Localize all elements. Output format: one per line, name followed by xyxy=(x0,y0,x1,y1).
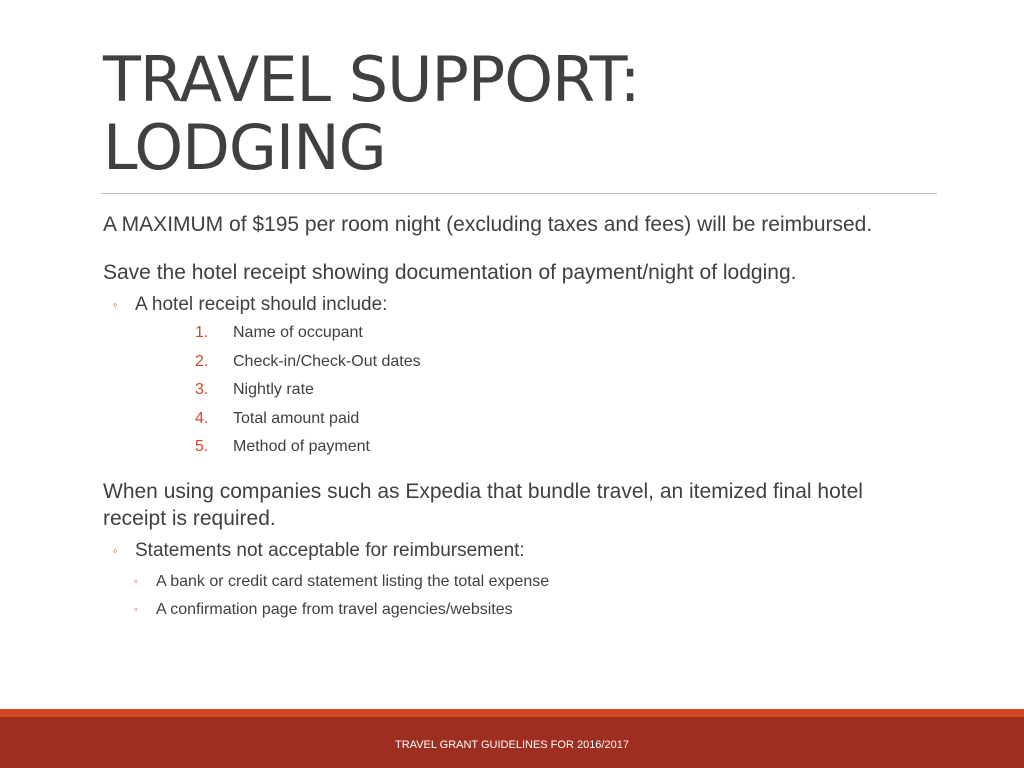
list-number: 4. xyxy=(195,409,209,427)
max-rate-paragraph: A MAXIMUM of $195 per room night (excluding taxes and fees) will be reimbursed. xyxy=(103,213,873,236)
sub-bullet-text: A bank or credit card statement listing the total expense xyxy=(156,573,550,590)
sub-bullet-text: A confirmation page from travel agencies/websites xyxy=(156,601,513,618)
save-receipt-paragraph: Save the hotel receipt showing documentation of payment/night of lodging. xyxy=(103,261,797,284)
title-line-2: LODGING xyxy=(103,111,386,184)
slide-body xyxy=(103,211,923,620)
list-number: 2. xyxy=(195,352,209,370)
bullet-circle-icon: ◦ xyxy=(134,576,138,588)
slide-title xyxy=(103,43,923,184)
list-item xyxy=(103,380,923,400)
list-item-text: Method of payment xyxy=(233,438,370,455)
list-number: 5. xyxy=(195,438,209,455)
list-item-text: Nightly rate xyxy=(233,381,314,398)
receipt-items-list xyxy=(103,323,923,457)
footer-accent-stripe xyxy=(0,709,1024,717)
list-number: 3. xyxy=(195,381,209,398)
title-divider xyxy=(101,193,937,194)
sub-bullet xyxy=(103,600,923,620)
title-line-1: TRAVEL SUPPORT: xyxy=(103,43,640,116)
unacceptable-statements-bullet xyxy=(103,538,923,564)
bullet-circle-icon: ◦ xyxy=(134,604,138,616)
list-item xyxy=(103,409,923,429)
list-item xyxy=(103,323,923,343)
bullet-text: A hotel receipt should include: xyxy=(135,294,388,315)
bullet-circle-icon: ◦ xyxy=(113,297,118,312)
footer-text: TRAVEL GRANT GUIDELINES FOR 2016/2017 xyxy=(395,739,629,751)
receipt-include-bullet xyxy=(103,292,923,318)
sub-bullet xyxy=(103,572,923,592)
list-item-text: Total amount paid xyxy=(233,409,360,427)
list-item-text: Name of occupant xyxy=(233,324,363,341)
list-item xyxy=(103,437,923,457)
bullet-circle-icon: ◦ xyxy=(113,543,118,558)
list-number: 1. xyxy=(195,324,209,341)
list-item xyxy=(103,352,923,372)
bundle-travel-paragraph: When using companies such as Expedia that bundle travel, an itemized final hotel receipt is required. xyxy=(103,480,863,530)
list-item-text: Check-in/Check-Out dates xyxy=(233,352,421,370)
bullet-text: Statements not acceptable for reimbursement: xyxy=(135,540,525,561)
